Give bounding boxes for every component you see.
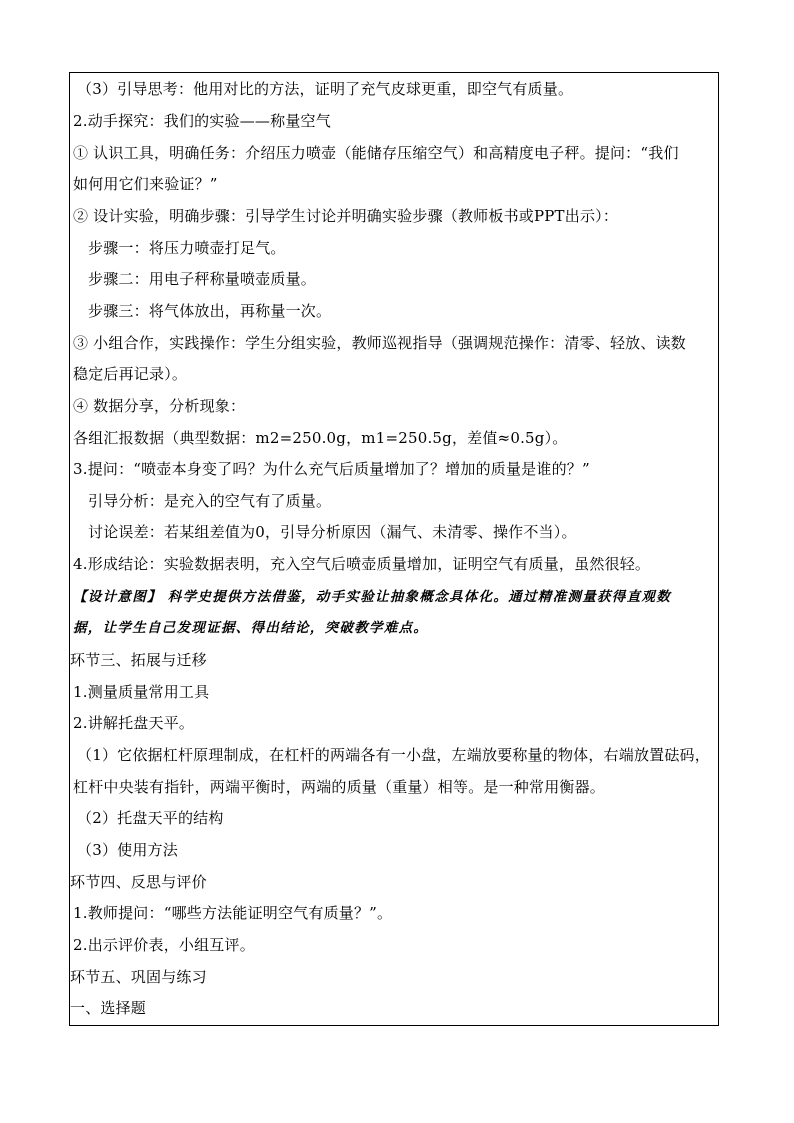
text-line: ② 设计实验，明确步骤：引导学生讨论并明确实验步骤（教师板书或PPT出示）： xyxy=(73,207,619,225)
text-line: 2.动手探究：我们的实验——称量空气 xyxy=(73,112,331,130)
text-line: 1.教师提问：“哪些方法能证明空气有质量？”。 xyxy=(73,904,393,922)
text-line: （1）它依据杠杆原理制成，在杠杆的两端各有一小盘，左端放要称量的物体，右端放置砝码， xyxy=(77,746,710,764)
text-line: 杠杆中央装有指针，两端平衡时，两端的质量（重量）相等。是一种常用衡器。 xyxy=(73,778,606,796)
text-line: 步骤一：将压力喷壶打足气。 xyxy=(88,239,286,257)
text-line: 步骤二：用电子秤称量喷壶质量。 xyxy=(88,270,317,288)
text-line: 如何用它们来验证？” xyxy=(73,175,218,193)
text-line: ④ 数据分享，分析现象： xyxy=(73,397,246,415)
text-line: 2.讲解托盘天平。 xyxy=(73,714,195,732)
design-intent-text: 据，让学生自己发现证据、得出结论，突破教学难点。 xyxy=(73,620,429,636)
text-line: 1.测量质量常用工具 xyxy=(73,683,210,701)
text-line: 步骤三：将气体放出，再称量一次。 xyxy=(88,302,332,320)
section-heading: 环节五、巩固与练习 xyxy=(70,968,207,986)
text-line: ① 认识工具，明确任务：介绍压力喷壶（能储存压缩空气）和高精度电子秤。提问：“我们 xyxy=(73,144,679,162)
text-line: 各组汇报数据（典型数据：m2=250.0g，m1=250.5g，差值≈0.5g）。 xyxy=(73,429,568,447)
text-line: 2.出示评价表，小组互评。 xyxy=(73,936,255,954)
text-line: 讨论误差：若某组差值为0，引导分析原因（漏气、未清零、操作不当）。 xyxy=(88,523,577,541)
section-heading: 环节三、拓展与迁移 xyxy=(70,651,207,669)
text-line: （3）使用方法 xyxy=(77,841,178,859)
text-line: （3）引导思考：他用对比的方法，证明了充气皮球更重，即空气有质量。 xyxy=(77,80,574,98)
design-intent-text: 【设计意图】 科学史提供方法借鉴，动手实验让抽象概念具体化。通过精准测量获得直观数 xyxy=(73,589,671,605)
text-line: 稳定后再记录）。 xyxy=(73,365,188,383)
text-line: 引导分析：是充入的空气有了质量。 xyxy=(88,492,332,510)
text-line: （2）托盘天平的结构 xyxy=(77,809,224,827)
text-line: ③ 小组合作，实践操作：学生分组实验，教师巡视指导（强调规范操作：清零、轻放、读数 xyxy=(73,334,686,352)
section-heading: 一、选择题 xyxy=(70,999,147,1017)
text-line: 3.提问：“喷壶本身变了吗？为什么充气后质量增加了？增加的质量是谁的？” xyxy=(73,460,590,478)
text-line: 4.形成结论：实验数据表明，充入空气后喷壶质量增加，证明空气有质量，虽然很轻。 xyxy=(73,555,651,573)
section-heading: 环节四、反思与评价 xyxy=(70,873,207,891)
